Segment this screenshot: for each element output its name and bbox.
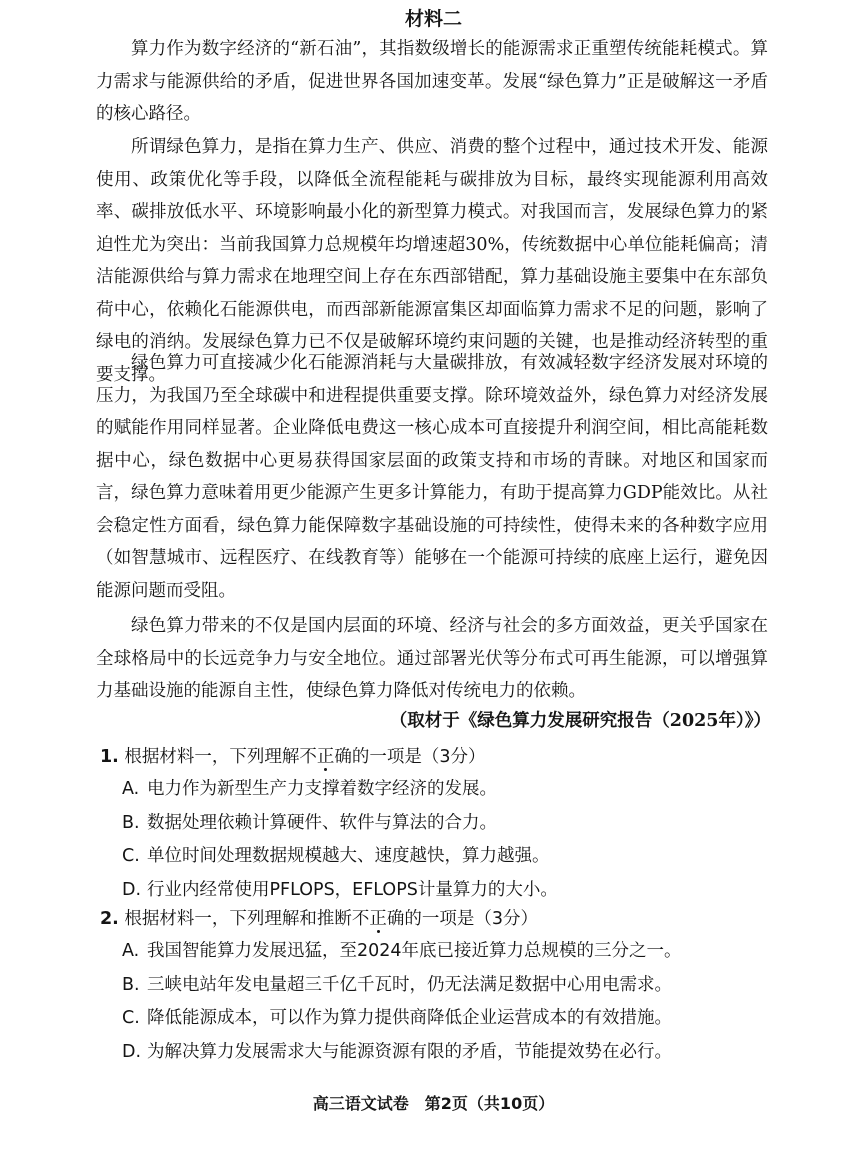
option-text: 单位时间处理数据规模越大、速度越快，算力越强。 — [147, 846, 550, 866]
option-b — [100, 808, 770, 842]
emphasis-text: 不正确 — [299, 747, 352, 767]
option-letter: D. — [122, 1041, 142, 1062]
paragraph-2: 所谓绿色算力，是指在算力生产、供应、消费的整个过程中，通过技术开发、能源使用、政策优化等手段，以降低全流程能耗与碳排放为目标，最终实现能源利用高效率、碳排放低水平、环境影响最小化的新型算力模式。对我国而言，发展绿色算力的紧迫性尤为突出：当前我国算力总规模年均增速超30%，传统数据中心单位能耗偏高；清洁能源供给与算力需求在地理空间上存在东西部错配，算力基础设施主要集中在东部负荷中心，依赖化石能源供电，而西部新能源富集区却面临算力需求不足的问题，影响了绿电的消纳。发展绿色算力已不仅是破解环境约束问题的关键，也是推动经济转型的重要支撑。 — [96, 137, 768, 385]
option-d — [100, 1037, 770, 1071]
option-text: 我国智能算力发展迅猛，至2024年底已接近算力总规模的三分之一。 — [147, 941, 682, 961]
paragraph-3: 绿色算力可直接减少化石能源消耗与大量碳排放，有效减轻数字经济发展对环境的压力，为我国乃至全球碳中和进程提供重要支撑。除环境效益外，绿色算力对经济发展的赋能作用同样显著。企业降低电费这一核心成本可直接提升利润空间，相比高能耗数据中心，绿色数据中心更易获得国家层面的政策支持和市场的青睐。对地区和国家而言，绿色算力意味着用更少能源产生更多计算能力，有助于提高算力GDP能效比。从社会稳定性方面看，绿色算力能保障数字基础设施的可持续性，使得未来的各种数字应用（如智慧城市、远程医疗、在线教育等）能够在一个能源可持续的底座上运行，避免因能源问题而受阻。 — [96, 353, 768, 601]
option-letter: A. — [122, 779, 140, 799]
stem-text: 根据材料一，下列理解和推断 — [124, 909, 352, 929]
question-number: 2. — [100, 909, 119, 929]
stem-text-end: 的一项是（3分） — [351, 747, 486, 767]
option-text: 为解决算力发展需求大与能源资源有限的矛盾，节能提效势在必行。 — [147, 1041, 672, 1062]
option-letter: A. — [122, 941, 140, 961]
question-1 — [100, 742, 770, 908]
option-text: 数据处理依赖计算硬件、软件与算法的合力。 — [147, 812, 497, 833]
option-letter: B. — [122, 812, 140, 833]
option-text: 行业内经常使用PFLOPS，EFLOPS计量算力的大小。 — [147, 879, 558, 900]
option-c — [100, 1003, 770, 1037]
option-letter: C. — [122, 846, 140, 866]
question-2 — [100, 904, 770, 1070]
option-text: 降低能源成本，可以作为算力提供商降低企业运营成本的有效措施。 — [147, 1008, 672, 1028]
stem-text: 根据材料一，下列理解 — [124, 747, 300, 767]
option-d — [100, 875, 770, 909]
option-text: 电力作为新型生产力支撑着数字经济的发展。 — [147, 779, 497, 799]
page-footer: 高三语文试卷 第2页（共10页） — [312, 1094, 555, 1113]
emphasis-text: 不正确 — [351, 909, 405, 929]
paragraph-1: 算力作为数字经济的“新石油”，其指数级增长的能源需求正重塑传统能耗模式。算力需求与能源供给的矛盾，促进世界各国加速变革。发展“绿色算力”正是破解这一矛盾的核心路径。 — [96, 39, 768, 124]
option-c — [100, 841, 770, 875]
option-b — [100, 970, 770, 1004]
question-stem — [100, 904, 770, 936]
paragraph-4: 绿色算力带来的不仅是国内层面的环境、经济与社会的多方面效益，更关乎国家在全球格局中的长远竞争力与安全地位。通过部署光伏等分布式可再生能源，可以增强算力基础设施的能源自主性，使绿色算力降低对传统电力的依赖。 — [96, 616, 768, 701]
option-a — [100, 774, 770, 808]
question-number: 1. — [100, 747, 119, 767]
option-text: 三峡电站年发电量超三千亿千瓦时，仍无法满足数据中心用电需求。 — [147, 974, 672, 995]
option-letter: C. — [122, 1008, 140, 1028]
source-citation: （取材于《绿色算力发展研究报告（2025年）》） — [389, 711, 771, 731]
stem-text-end: 的一项是（3分） — [404, 909, 539, 929]
option-a — [100, 936, 770, 970]
option-letter: B. — [122, 974, 140, 995]
question-stem — [100, 742, 770, 774]
option-letter: D. — [122, 879, 142, 900]
material-title: 材料二 — [404, 8, 462, 30]
